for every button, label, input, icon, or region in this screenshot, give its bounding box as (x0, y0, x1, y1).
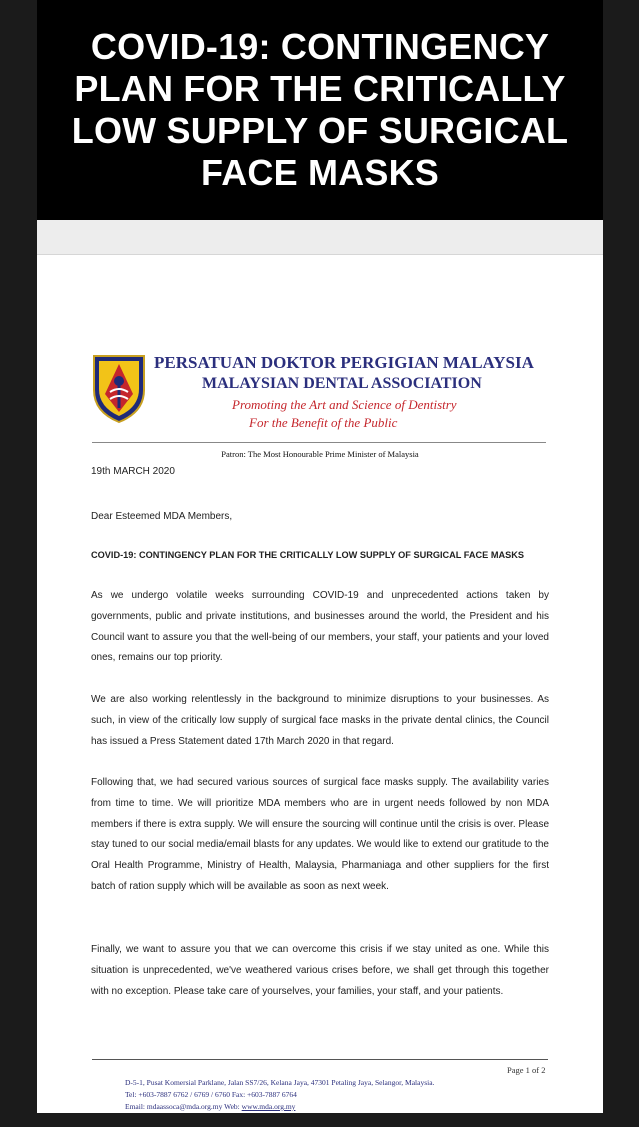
letterhead-divider (92, 442, 546, 443)
footer-address: D-5-1, Pusat Komersial Parklane, Jalan SS7/26, Kelana Jaya, 47301 Petaling Jaya, Selangor, Malaysia. (125, 1078, 435, 1087)
headline-title: COVID-19: CONTINGENCY PLAN FOR THE CRITICALLY LOW SUPPLY OF SURGICAL FACE MASKS (71, 26, 569, 193)
paragraph-2: We are also working relentlessly in the background to minimize disruptions to your businesses. As such, in view of the critically low supply of surgical face masks in the private dental clinics, the Council has issued a Press Statement dated 17th March 2020 in that regard. (91, 694, 549, 747)
footer-divider (92, 1059, 548, 1060)
mda-crest-icon (92, 354, 146, 424)
footer-website-link[interactable]: www.mda.org.my (241, 1102, 296, 1111)
tagline-line-1: Promoting the Art and Science of Dentistry (232, 397, 457, 412)
page-number: Page 1 of 2 (507, 1065, 546, 1075)
footer-phone: Tel: +603-7887 6762 / 6769 / 6760 Fax: +603-7887 6764 (125, 1090, 297, 1099)
salutation: Dear Esteemed MDA Members, (91, 511, 233, 522)
paragraph-1: As we undergo volatile weeks surrounding COVID-19 and unprecedented actions taken by governments, public and private institutions, and businesses around the world, the President and his Council want to assure you that the well-being of our members, your staff, your patients and your loved ones, remains our top priority. (91, 590, 549, 664)
letter-document (37, 220, 603, 1113)
paragraph-3: Following that, we had secured various sources of surgical face masks supply. The availability varies from time to time. We will prioritize MDA members who are in urgent needs followed by non MDA members if there is extra supply. We will ensure the sourcing will continue until the crisis is over. Please stay tuned to our social media/email blasts for any updates. We would like to extend our gratitude to the Oral Health Programme, Ministry of Health, Malaysia, Pharmaniaga and other suppliers for the first batch of ration supply which will be available as soon as next week. (91, 777, 549, 892)
letter-subject: COVID-19: CONTINGENCY PLAN FOR THE CRITICALLY LOW SUPPLY OF SURGICAL FACE MASKS (91, 550, 525, 560)
tagline-line-2: For the Benefit of the Public (249, 415, 398, 430)
org-name-english: MALAYSIAN DENTAL ASSOCIATION (202, 375, 482, 392)
headline-banner (37, 0, 603, 220)
footer-web-label: Web: (224, 1102, 240, 1111)
footer-contact (125, 1101, 525, 1113)
org-name-malay: PERSATUAN DOKTOR PERGIGIAN MALAYSIA (154, 353, 534, 372)
patron-line: Patron: The Most Honourable Prime Minister of Malaysia (221, 449, 419, 459)
document-top-divider (37, 254, 603, 255)
document-top-bar (37, 220, 603, 254)
footer-email: Email: mdaassoca@mda.org.my (125, 1102, 223, 1111)
letter-date: 19th MARCH 2020 (91, 466, 175, 477)
paragraph-4: Finally, we want to assure you that we can overcome this crisis if we stay united as one. While this situation is unprecedented, we've weathered various crises before, we shall get through this together with no exception. Please take care of yourselves, your families, your staff, and your patients. (91, 944, 549, 997)
